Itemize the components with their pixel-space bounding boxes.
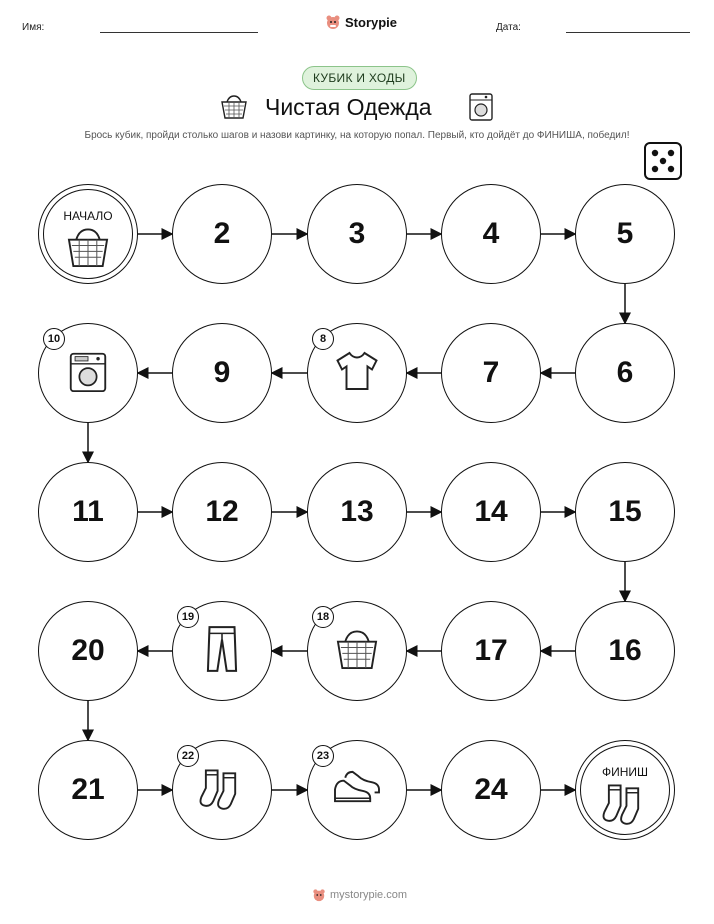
board-cell-10 bbox=[38, 323, 138, 423]
board-cell-21 bbox=[38, 740, 138, 840]
cell-number-tag: 23 bbox=[312, 745, 334, 767]
board-cell-9 bbox=[172, 323, 272, 423]
cell-number: 4 bbox=[482, 217, 500, 250]
board-cell-23 bbox=[307, 740, 407, 840]
cell-number: 11 bbox=[72, 495, 104, 528]
cell-number: 12 bbox=[205, 495, 239, 528]
date-label: Дата: bbox=[496, 22, 521, 33]
board-cell-19 bbox=[172, 601, 272, 701]
board-cell-17 bbox=[441, 601, 541, 701]
board-cell-13 bbox=[307, 462, 407, 562]
brand-logo bbox=[325, 14, 397, 30]
storypie-mascot-icon bbox=[325, 14, 341, 30]
date-field[interactable] bbox=[566, 32, 690, 33]
washing-machine-icon bbox=[466, 90, 496, 122]
name-label: Имя: bbox=[22, 22, 45, 33]
game-type-badge: КУБИК И ХОДЫ bbox=[302, 66, 417, 90]
socks-icon bbox=[600, 781, 650, 830]
board-cell-15 bbox=[575, 462, 675, 562]
cell-number-tag: 18 bbox=[312, 606, 334, 628]
brand-name: Storypie bbox=[345, 14, 398, 30]
cell-number-tag: 10 bbox=[43, 328, 65, 350]
board-cell-4 bbox=[441, 184, 541, 284]
board-cell-11 bbox=[38, 462, 138, 562]
board-cell-5 bbox=[575, 184, 675, 284]
board-cell-22 bbox=[172, 740, 272, 840]
socks-icon bbox=[197, 766, 247, 815]
cell-number: 7 bbox=[482, 356, 500, 389]
laundry-basket-icon bbox=[64, 225, 112, 274]
storypie-mascot-icon bbox=[312, 888, 326, 902]
pants-icon bbox=[202, 624, 242, 679]
board-cell-24 bbox=[441, 740, 541, 840]
board-cell-20 bbox=[38, 601, 138, 701]
laundry-basket-icon bbox=[333, 627, 381, 676]
board-cell-6 bbox=[575, 323, 675, 423]
cell-number: 20 bbox=[71, 634, 105, 667]
finish-label: ФИНИШ bbox=[601, 765, 649, 779]
sneakers-icon bbox=[330, 766, 384, 815]
board-cell-14 bbox=[441, 462, 541, 562]
footer bbox=[312, 888, 407, 902]
cell-number: 17 bbox=[474, 634, 508, 667]
board-cell-7 bbox=[441, 323, 541, 423]
cell-number: 2 bbox=[213, 217, 231, 250]
instructions: Брось кубик, пройди столько шагов и назови картинку, на которую попал. Первый, кто дойдёт до ФИНИША, победил! bbox=[84, 130, 630, 141]
cell-number: 14 bbox=[474, 495, 508, 528]
cell-number: 9 bbox=[213, 356, 231, 389]
board-cell-12 bbox=[172, 462, 272, 562]
dice-five-icon bbox=[644, 142, 682, 180]
board-cell-18 bbox=[307, 601, 407, 701]
cell-number: 13 bbox=[340, 495, 374, 528]
cell-number: 5 bbox=[616, 217, 634, 250]
board-cell-16 bbox=[575, 601, 675, 701]
cell-number: 6 bbox=[616, 356, 634, 389]
board-cell-8 bbox=[307, 323, 407, 423]
start-cell bbox=[38, 184, 138, 284]
board-cell-2 bbox=[172, 184, 272, 284]
washing-machine-icon bbox=[66, 348, 110, 399]
cell-number-tag: 8 bbox=[312, 328, 334, 350]
tshirt-icon bbox=[333, 348, 381, 399]
cell-number: 3 bbox=[348, 217, 366, 250]
cell-number: 15 bbox=[608, 495, 642, 528]
cell-number: 21 bbox=[71, 773, 105, 806]
page-title: Чистая Одежда bbox=[265, 94, 432, 120]
finish-cell bbox=[575, 740, 675, 840]
board-cell-3 bbox=[307, 184, 407, 284]
cell-number-tag: 22 bbox=[177, 745, 199, 767]
cell-number: 24 bbox=[474, 773, 508, 806]
cell-number-tag: 19 bbox=[177, 606, 199, 628]
start-label: НАЧАЛО bbox=[63, 209, 113, 223]
name-field[interactable] bbox=[100, 32, 258, 33]
footer-url: mystorypie.com bbox=[330, 889, 408, 901]
laundry-basket-icon bbox=[218, 90, 250, 122]
cell-number: 16 bbox=[608, 634, 642, 667]
